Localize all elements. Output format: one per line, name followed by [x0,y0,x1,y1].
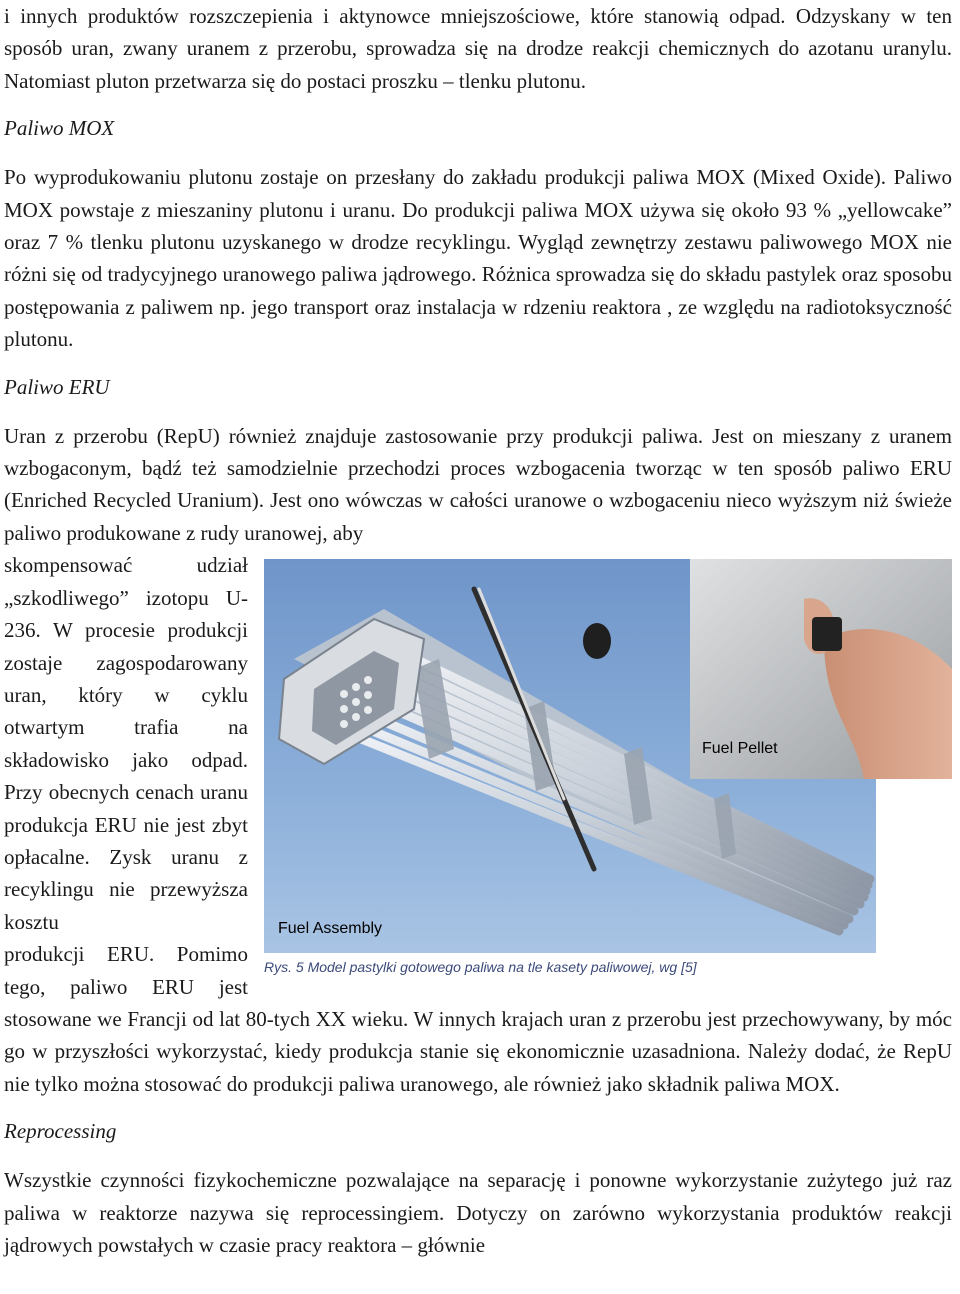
document-page [4,0,952,1261]
eru-paragraph-wrapped: skompensować udział „szkodliwego” izotopu U-236. W procesie produkcji zostaje zagospodarowany uran, który w cyklu otwartym trafia na składowisko jako odpad. Przy obecnych cenach uranu produkcja ERU nie jest zbyt opłacalne. Zysk uranu z recyklingu nie przewyższa kosztu [4,553,248,934]
heading-eru: Paliwo ERU [4,374,110,399]
heading-mox: Paliwo MOX [4,116,115,141]
mox-paragraph: Po wyprodukowaniu plutonu zostaje on przesłany do zakładu produkcji paliwa MOX (Mixed Oxide). Paliwo MOX powstaje z mieszaniny plutonu i uranu. Do produkcji paliwa MOX używa się około 93 % „yellowcake” oraz 7 % tlenku plutonu uzyskanego w drodze recyklingu. Wygląd zewnętrzy zestawu paliwowego MOX nie różni się od tradycyjnego uranowego paliwa jądrowego. Różnica sprowadza się do składu pastylek oraz sposobu postępowania z paliwem np. jego transport oraz instalacja w rdzeniu reaktora , ze względu na radiotoksyczność plutonu. [4,165,952,352]
fuel-pellet-label: Fuel Pellet [702,740,778,758]
intro-paragraph: i innych produktów rozszczepienia i aktynowce mniejszościowe, które stanowią odpad. Odzyskany w ten sposób uran, zwany uranem z przerobu, sprowadza się na drodze reakcji chemicznych do azotanu uranylu. Natomiast pluton przetwarza się do postaci proszku – tlenku plutonu. [4,4,952,93]
reprocessing-paragraph: Wszystkie czynności fizykochemiczne pozwalające na separację i ponowne wykorzystanie zużytego już raz paliwa w reaktorze nazywa się reprocessingiem. Dotyczy on zarówno wykorzystania produktów reakcji jądrowych powstałych w czasie pracy reaktora – głównie [4,1168,952,1257]
eru-paragraph-rest: produkcji ERU. Pomimo tego, paliwo ERU jest stosowane we Francji od lat 80-tych XX wieku. W innych krajach uran z przerobu jest przechowywany, by móc go w przyszłości wykorzystać, kiedy produkcja stanie się ekonomicznie uzasadniona. Należy dodać, że RepU nie tylko można stosować do produkcji paliwa uranowego, ale również jako składnik paliwa MOX. [4,942,952,1096]
fuel-assembly-label: Fuel Assembly [278,920,383,938]
figure-fuel [264,559,952,977]
figure-caption: Rys. 5 Model pastylki gotowego paliwa na tle kasety paliwowej, wg [5] [264,959,697,976]
eru-paragraph-top: Uran z przerobu (RepU) również znajduje zastosowanie przy produkcji paliwa. Jest on mieszany z uranem wzbogaconym, bądź też samodzielnie przechodzi proces wzbogacenia tworząc w ten sposób paliwo ERU (Enriched Recycled Uranium). Jest ono wówczas w całości uranowe o wzbogaceniu nieco wyższym niż świeże paliwo produkowane z rudy uranowej, aby [4,423,952,545]
fuel-assembly-illustration [264,559,952,953]
heading-reprocessing: Reprocessing [4,1119,117,1144]
fuel-assembly-image [264,559,952,953]
eru-float-section [4,549,952,1100]
